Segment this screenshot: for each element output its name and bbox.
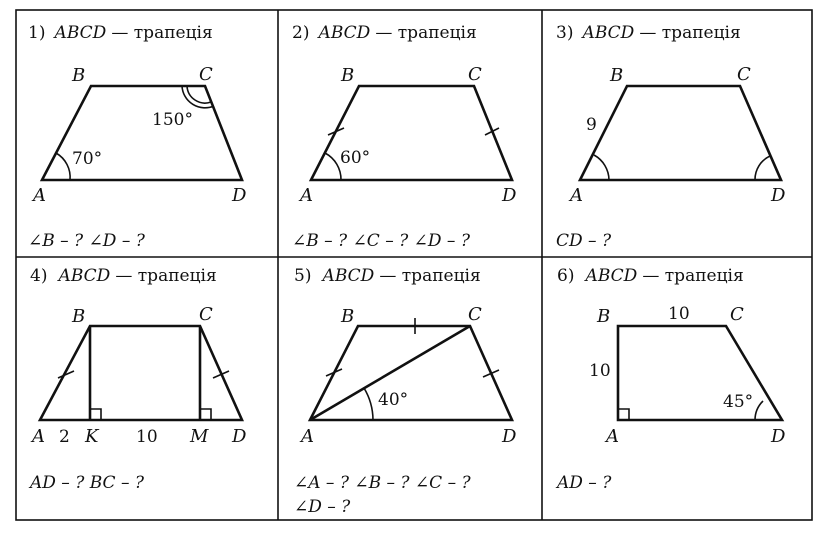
- angle-arc-a-3: [594, 155, 609, 180]
- length-label-km: 10: [136, 427, 158, 447]
- problem-5-title: 5) ABCD — трапеція: [294, 266, 481, 286]
- trapezoid-5: [310, 326, 512, 420]
- angle-label-a: 70°: [72, 149, 103, 169]
- vertex-label-c: C: [468, 304, 482, 325]
- vertex-label-d: D: [771, 426, 786, 447]
- vertex-label-c: C: [468, 64, 482, 85]
- vertex-label-d: D: [232, 426, 247, 447]
- problem-4: [28, 266, 247, 493]
- vertex-label-a: A: [300, 185, 313, 206]
- right-angle-a: [618, 409, 629, 420]
- problem-4-title: 4) ABCD — трапеція: [30, 266, 217, 286]
- vertex-label-c: C: [199, 64, 213, 85]
- vertex-label-b: B: [597, 306, 611, 327]
- problem-6-title: 6) ABCD — трапеція: [557, 266, 744, 286]
- length-label-ak: 2: [59, 427, 70, 447]
- vertex-label-d: D: [771, 185, 786, 206]
- problem-4-question: AD – ? BC – ?: [30, 473, 144, 493]
- problem-3-question: CD – ?: [556, 231, 612, 251]
- vertex-label-d: D: [502, 426, 517, 447]
- vertex-label-c: C: [737, 64, 751, 85]
- point-label-k: K: [85, 426, 99, 447]
- right-angle-m: [200, 409, 211, 420]
- vertex-label-b: B: [72, 306, 86, 327]
- angle-arc-a-5: [364, 388, 373, 420]
- problem-6: [555, 266, 786, 493]
- vertex-label-d: D: [232, 185, 247, 206]
- problem-5-question-line-2: ∠D – ?: [294, 497, 351, 517]
- angle-arc-a-2: [325, 153, 341, 180]
- vertex-label-a: A: [32, 426, 45, 447]
- trapezoid-6: [618, 326, 782, 420]
- vertex-label-a: A: [33, 185, 46, 206]
- vertex-label-a: A: [570, 185, 583, 206]
- problem-1-title: 1) ABCD — трапеція: [28, 23, 213, 43]
- right-angle-k: [90, 409, 101, 420]
- length-label-ab: 10: [589, 361, 611, 381]
- angle-label-a: 60°: [340, 148, 371, 168]
- vertex-label-d: D: [502, 185, 517, 206]
- vertex-label-a: A: [606, 426, 619, 447]
- problem-5: [294, 266, 517, 517]
- vertex-label-b: B: [610, 65, 624, 86]
- angle-arc-d-6: [755, 401, 763, 420]
- vertex-label-b: B: [341, 65, 355, 86]
- problem-1-question: ∠B – ? ∠D – ?: [28, 231, 145, 251]
- angle-label-a: 40°: [378, 390, 409, 410]
- length-label-bc: 10: [668, 304, 690, 324]
- angle-arc-d-3: [755, 156, 770, 180]
- length-label-ab: 9: [586, 115, 597, 135]
- vertex-label-c: C: [199, 304, 213, 325]
- angle-label-d: 45°: [723, 392, 754, 412]
- vertex-label-c: C: [730, 304, 744, 325]
- problem-1: [28, 23, 247, 251]
- problem-2-question: ∠B – ? ∠C – ? ∠D – ?: [292, 231, 470, 251]
- vertex-label-a: A: [301, 426, 314, 447]
- problem-3: [556, 23, 786, 251]
- vertex-label-b: B: [341, 306, 355, 327]
- angle-label-c: 150°: [152, 110, 193, 130]
- problem-2-title: 2) ABCD — трапеція: [292, 23, 477, 43]
- problem-6-question: AD – ?: [557, 473, 612, 493]
- angle-arc-a-1: [56, 153, 70, 180]
- vertex-label-b: B: [72, 65, 86, 86]
- problem-5-question-line-1: ∠A – ? ∠B – ? ∠C – ?: [294, 473, 471, 493]
- problem-2: [292, 23, 517, 251]
- trapezoid-3: [580, 86, 781, 180]
- point-label-m: M: [190, 426, 209, 447]
- problem-3-title: 3) ABCD — трапеція: [556, 23, 741, 43]
